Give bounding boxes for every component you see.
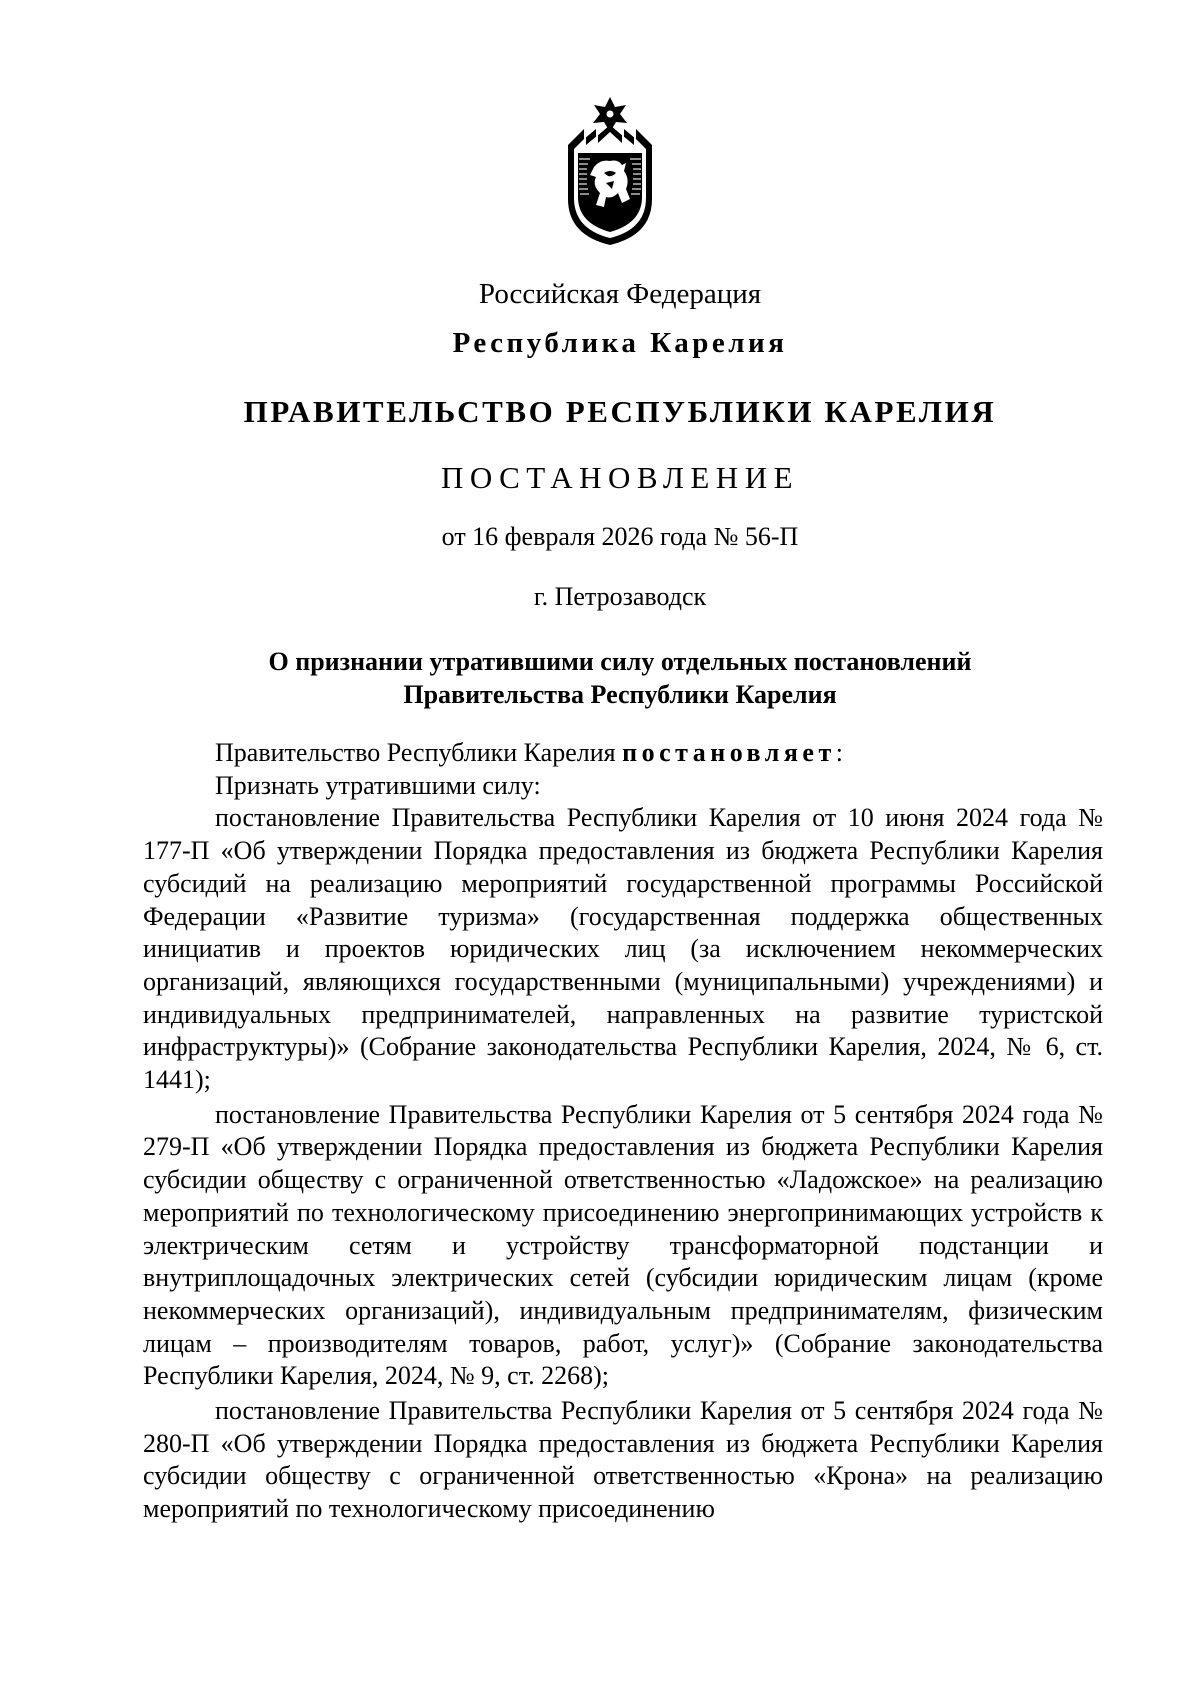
document-title-line-2: Правительства Республики Карелия bbox=[403, 680, 837, 709]
list-item-2: постановление Правительства Республики Карелия от 5 сентября 2024 года № 279-П «Об утверждении Порядка предоставления из бюджета Республики Карелия субсидии обществу с ограниченной ответственностью «Ладожское» на реализацию мероприятий по технологическому присоединению энергопринимающих устройств к электрическим сетям и устройству трансформаторной подстанции и внутриплощадочных электрических сетей (субсидии юридическим лицам (кроме некоммерческих организаций), индивидуальным предпринимателям, физическим лицам – производителям товаров, работ, услуг)» (Собрание законодательства Республики Карелия, 2024, № 9, ст. 2268); bbox=[143, 1099, 1103, 1391]
list-item-1: постановление Правительства Республики Карелия от 10 июня 2024 года № 177-П «Об утверждении Порядка предоставления из бюджета Республики Карелия субсидий на реализацию мероприятий государственной программы Российской Федерации «Развитие туризма» (государственная поддержка общественных инициатив и проектов юридических лиц (за исключением некоммерческих организаций, являющихся государственными (муниципальными) учреждениями) и индивидуальных предпринимателей, направленных на развитие туристской инфраструктуры)» (Собрание законодательства Республики Карелия, 2024, № 6, ст. 1441); bbox=[143, 803, 1103, 1095]
intro-prefix: Правительство Республики Карелия bbox=[215, 738, 623, 767]
document-title-line-1: О признании утратившими силу отдельных постановлений bbox=[268, 647, 972, 676]
intro-suffix: : bbox=[835, 738, 843, 767]
government-name: ПРАВИТЕЛЬСТВО РЕСПУБЛИКИ КАРЕЛИЯ bbox=[243, 394, 997, 429]
country-name: Российская Федерация bbox=[478, 278, 762, 310]
document-city: г. Петрозаводск bbox=[533, 582, 707, 611]
document-date-number: от 16 февраля 2026 года № 56-П bbox=[441, 522, 799, 551]
document-type: ПОСТАНОВЛЕНИЕ bbox=[440, 460, 800, 495]
karelia-coat-of-arms-icon bbox=[560, 95, 660, 245]
recognize-paragraph: Признать утратившими силу: bbox=[215, 770, 541, 800]
document-title bbox=[0, 645, 1200, 711]
republic-name: Республика Карелия bbox=[452, 327, 788, 359]
intro-paragraph bbox=[143, 737, 1103, 770]
list-item-3: постановление Правительства Республики Карелия от 5 сентября 2024 года № 280-П «Об утверждении Порядка предоставления из бюджета Республики Карелия субсидии обществу с ограниченной ответственностью «Крона» на реализацию мероприятий по технологическому присоединению bbox=[143, 1396, 1103, 1524]
intro-verb: постановляет bbox=[622, 738, 836, 767]
document-body bbox=[143, 737, 1103, 1526]
